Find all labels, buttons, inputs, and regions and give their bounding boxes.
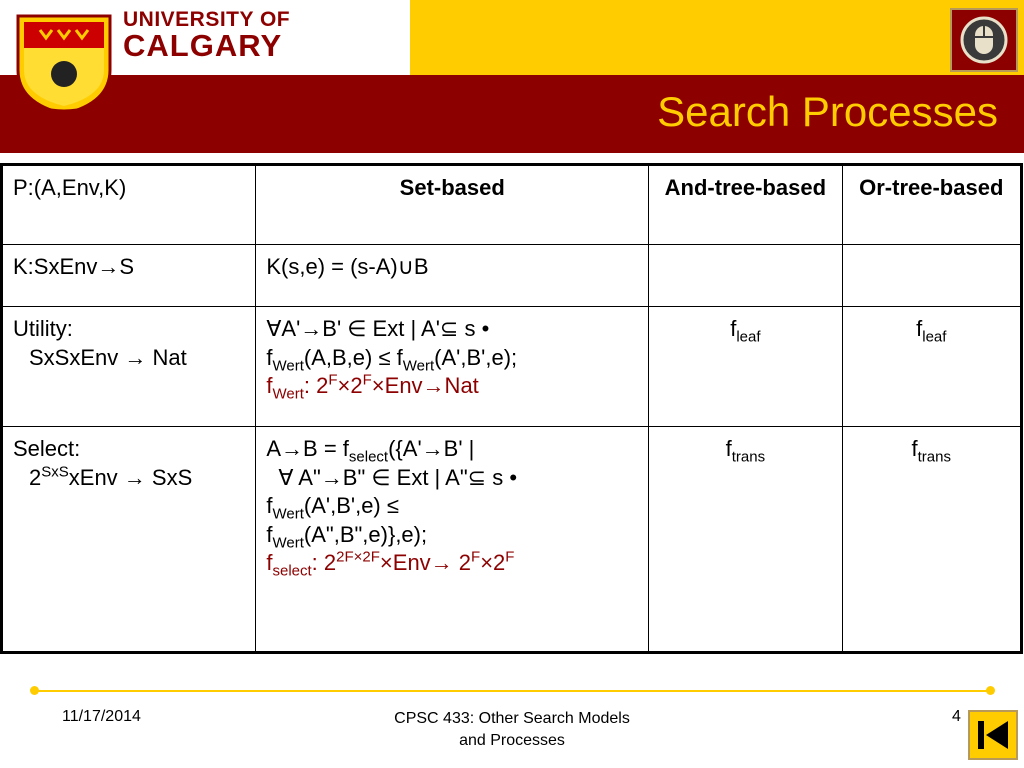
- transition-signature: K:SxEnv→S: [2, 245, 256, 307]
- footer-divider-dot-right: [986, 686, 995, 695]
- select-line-4: [266, 521, 638, 550]
- footer-divider-dot-left: [30, 686, 39, 695]
- utility-args: (A',B',e);: [434, 344, 518, 370]
- f-symbol: f: [916, 316, 923, 341]
- or-tree-utility: [842, 307, 1021, 427]
- page-title: Search Processes: [657, 88, 998, 135]
- wert-subscript: Wert: [272, 534, 304, 552]
- footer-course-line1: CPSC 433: Other Search Models: [394, 710, 630, 727]
- back-icon[interactable]: [968, 710, 1018, 760]
- header-and-tree-label: And-tree-based: [664, 175, 827, 200]
- sig-sup: F: [328, 371, 338, 389]
- table-row: [2, 307, 1022, 427]
- select-subscript: select: [348, 448, 389, 466]
- and-tree-select: [649, 427, 842, 653]
- f-symbol: f: [730, 316, 737, 341]
- footer-date: 11/17/2014: [62, 708, 141, 725]
- sig-sup: 2F×2F: [336, 549, 380, 567]
- table-row: [2, 427, 1022, 653]
- f-symbol: f: [725, 436, 732, 461]
- select-line-1: [266, 435, 638, 464]
- utility-args: (A,B,e) ≤ f: [303, 344, 403, 370]
- leaf-subscript: leaf: [736, 328, 761, 346]
- select-line-2: ∀ A"→B" ∈ Ext | A"⊆ s •: [278, 464, 518, 490]
- or-tree-select: [842, 427, 1021, 653]
- utility-quantifier: ∀A'→B' ∈ Ext | A'⊆ s •: [266, 316, 490, 341]
- utility-label: Utility:: [13, 316, 73, 341]
- utility-signature: SxSxEnv → Nat: [29, 344, 187, 370]
- university-name-line2: CALGARY: [123, 28, 283, 63]
- and-tree-utility: [649, 307, 842, 427]
- sig-sup: SxS: [41, 463, 69, 481]
- sig-part: xEnv → SxS: [68, 464, 193, 490]
- wert-subscript: Wert: [402, 356, 435, 374]
- select-label: Select:: [13, 436, 81, 461]
- formula-part: A→B = f: [266, 436, 349, 461]
- header-cell-process: P:(A,Env,K): [2, 165, 256, 245]
- footer-course-line2: and Processes: [459, 731, 565, 749]
- sig-sup: F: [505, 549, 515, 567]
- university-name-line1: UNIVERSITY OF: [123, 8, 291, 31]
- select-cell: [2, 427, 256, 653]
- sig-part: ×2: [337, 373, 363, 399]
- table-row: [2, 245, 1022, 307]
- footer-divider: [32, 690, 992, 692]
- sig-part: : 2: [311, 550, 337, 576]
- transition-definition: K(s,e) = (s-A)∪B: [256, 245, 649, 307]
- sig-part: ×2: [480, 550, 506, 576]
- trans-subscript: trans: [731, 448, 766, 466]
- f-symbol: f: [911, 436, 918, 461]
- select-subscript: select: [272, 562, 312, 580]
- page-number: 4: [952, 708, 961, 725]
- empty-cell: [649, 245, 842, 307]
- wert-subscript: Wert: [272, 505, 304, 523]
- formula-part: (A",B",e)},e);: [303, 521, 428, 547]
- utility-definition: [256, 307, 649, 427]
- mouse-icon: [950, 8, 1018, 72]
- sig-part: 2: [29, 464, 42, 490]
- wert-subscript: Wert: [272, 385, 304, 403]
- f-symbol: f: [266, 521, 273, 547]
- empty-cell: [842, 245, 1021, 307]
- search-processes-table: [0, 163, 1023, 654]
- header-cell-or-tree: [842, 165, 1021, 245]
- select-type-signature: [266, 549, 638, 578]
- f-symbol: f: [266, 344, 273, 370]
- sig-part: ×Env→ 2: [379, 550, 472, 576]
- formula-part: ({A'→B' |: [388, 436, 475, 461]
- select-signature: [13, 464, 245, 493]
- header-or-tree-label: Or-tree-based: [859, 175, 1004, 200]
- wert-subscript: Wert: [272, 356, 304, 374]
- select-line-3: [266, 492, 638, 521]
- sig-sup: F: [471, 549, 481, 567]
- header-cell-set-based: Set-based: [256, 165, 649, 245]
- f-symbol: f: [266, 373, 273, 399]
- footer-course: [340, 708, 684, 751]
- trans-subscript: trans: [917, 448, 951, 466]
- f-symbol: f: [266, 493, 273, 519]
- select-definition: [256, 427, 649, 653]
- formula-part: (A',B',e) ≤: [303, 493, 399, 519]
- sig-part: ×Env→Nat: [371, 373, 479, 399]
- sig-sup: F: [362, 371, 372, 389]
- table-row: [2, 165, 1022, 245]
- university-crest-icon: [10, 8, 118, 118]
- f-symbol: f: [266, 550, 273, 576]
- sig-part: : 2: [303, 373, 329, 399]
- header-cell-and-tree: [649, 165, 842, 245]
- utility-type-signature: [266, 372, 638, 401]
- leaf-subscript: leaf: [922, 328, 947, 346]
- utility-cell: [2, 307, 256, 427]
- utility-formula: [266, 344, 638, 373]
